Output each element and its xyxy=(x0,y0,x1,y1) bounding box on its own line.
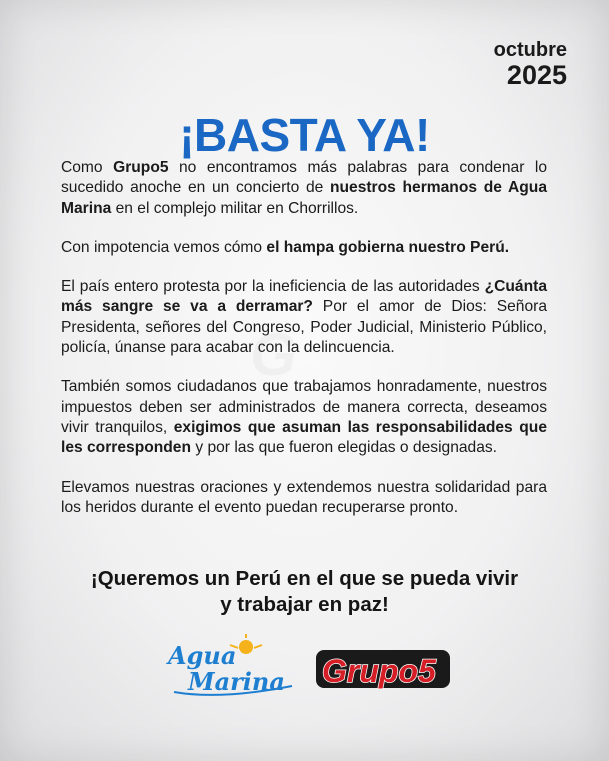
paragraph-2: Con impotencia vemos cómo el hampa gobierna nuestro Perú. xyxy=(61,238,510,256)
date-year: 2025 xyxy=(506,60,567,90)
closing-slogan xyxy=(0,566,609,618)
date-month: octubre xyxy=(493,39,567,61)
page-title: ¡BASTA YA! xyxy=(179,109,430,161)
paragraph-5: Elevamos nuestras oraciones y extendemos nuestra solidaridad para los heridos durante el evento puedan recuperarse pronto. xyxy=(61,478,547,516)
paragraph-4: También somos ciudadanos que trabajamos honradamente, nuestros impuestos deben ser administrados de manera correcta, deseamos vivir tranquilos, exigimos que asuman las responsabilidades que les corresponden y por las que fueron elegidas o designadas. xyxy=(61,378,547,457)
paragraph-3: El país entero protesta por la ineficiencia de las autoridades ¿Cuánta más sangre se va a derramar? Por el amor de Dios: Señora Presidenta, señores del Congreso, Poder Judicial, Ministerio Público, policía, únanse para acabar con la delincuencia. xyxy=(61,278,547,357)
agua-marina-logo-line1: Agua xyxy=(168,641,237,670)
slogan-line-1: ¡Queremos un Perú en el que se pueda vivir xyxy=(90,567,519,590)
statement-body xyxy=(61,158,547,537)
grupo5-logo xyxy=(310,640,456,698)
slogan-line-2: y trabajar en paz! xyxy=(220,593,389,616)
paragraph-1: Como Grupo5 no encontramos más palabras para condenar lo sucedido anoche en un concierto de nuestros hermanos de Agua Marina en el complejo militar en Chorrillos. xyxy=(61,159,547,217)
grupo5-logo-text: Grupo5 xyxy=(322,653,436,689)
date-block xyxy=(494,40,567,90)
agua-marina-logo-line2: Marina xyxy=(188,667,285,696)
agua-marina-logo xyxy=(160,634,300,698)
